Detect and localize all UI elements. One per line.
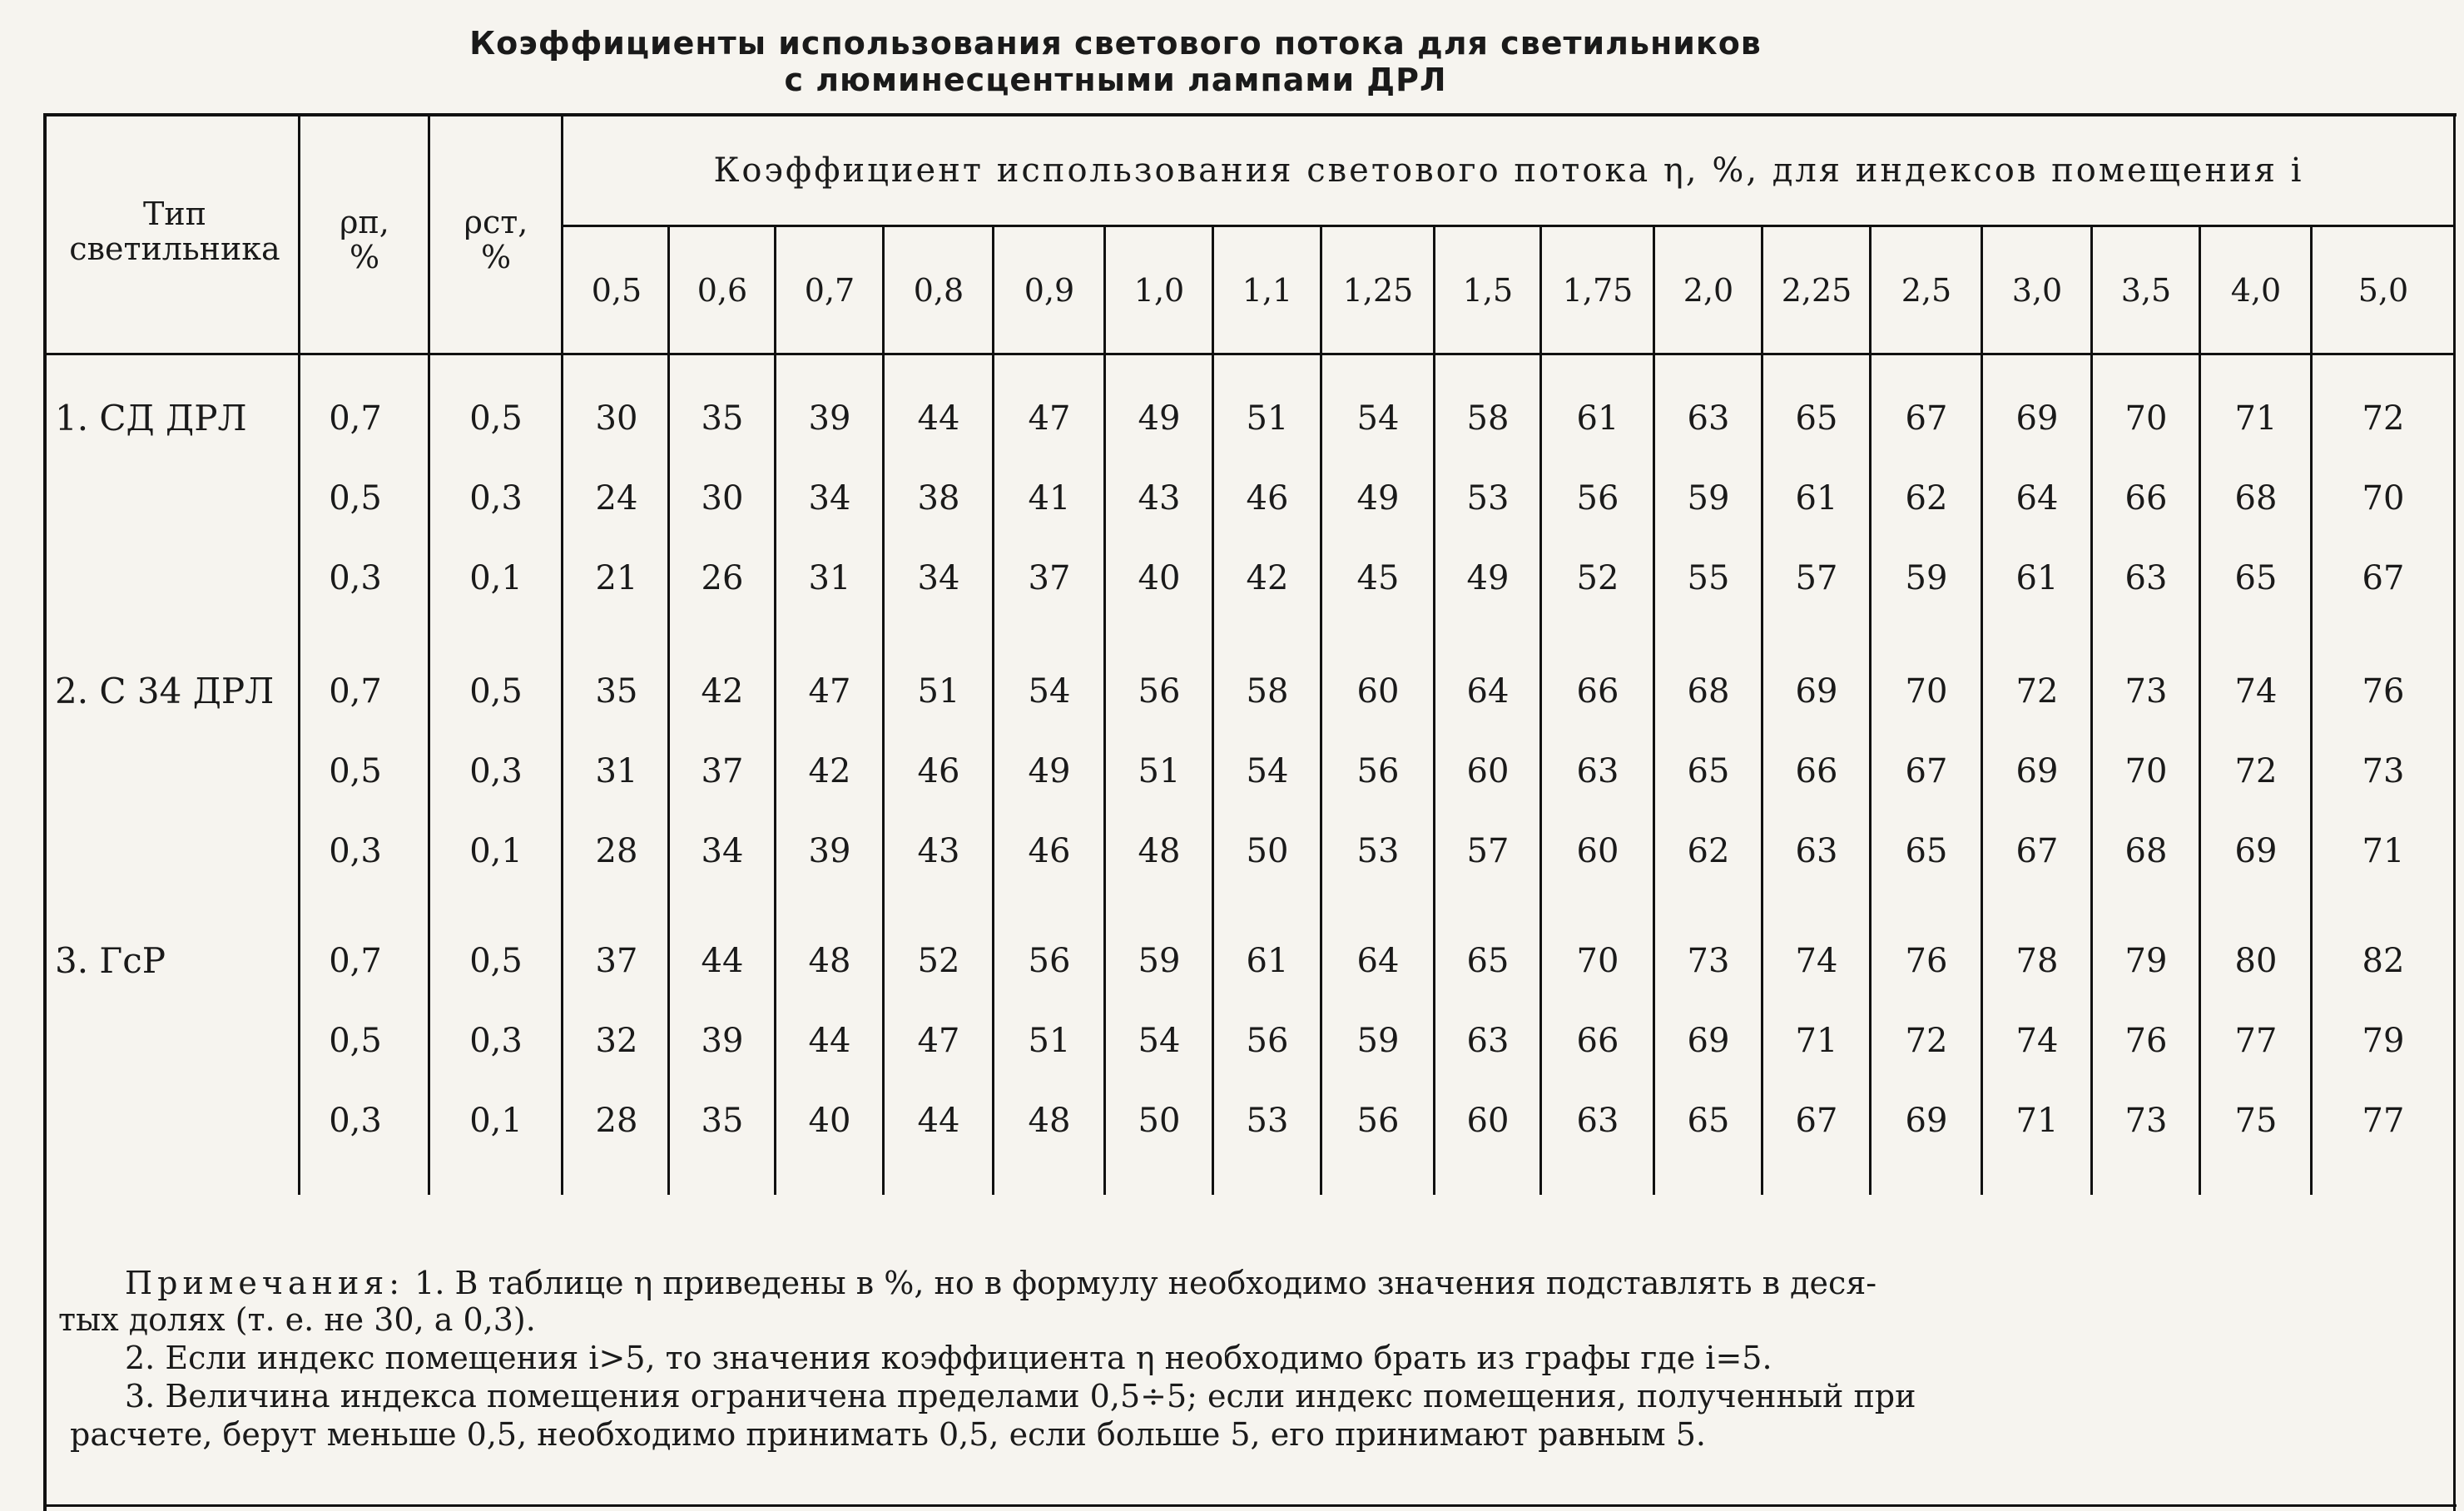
coefficient-cell: 41 bbox=[1028, 479, 1071, 518]
coefficient-cell: 70 bbox=[1905, 672, 1948, 711]
coefficient-cell: 44 bbox=[808, 1022, 851, 1060]
coefficient-cell: 73 bbox=[1687, 942, 1730, 980]
coefficient-cell: 30 bbox=[701, 479, 744, 518]
index-header-cell: 2,25 bbox=[1781, 272, 1852, 309]
coefficient-cell: 39 bbox=[701, 1022, 744, 1060]
index-header-cell: 0,5 bbox=[591, 272, 642, 309]
coefficient-cell: 82 bbox=[2362, 942, 2405, 980]
note-1-line-2: тых долях (т. е. не 30, а 0,3). bbox=[58, 1301, 536, 1338]
coefficient-cell: 35 bbox=[595, 672, 638, 711]
header-lamp-type-line-2: светильника bbox=[69, 230, 280, 267]
column-separator-type bbox=[298, 113, 300, 1195]
coefficient-cell: 71 bbox=[2015, 1102, 2059, 1140]
coefficient-cell: 65 bbox=[2234, 559, 2278, 597]
coefficient-cell: 76 bbox=[1905, 942, 1948, 980]
coefficient-cell: 63 bbox=[1687, 399, 1730, 438]
coefficient-cell: 65 bbox=[1687, 1102, 1730, 1140]
header-divider bbox=[563, 225, 2453, 227]
coefficient-cell: 53 bbox=[1466, 479, 1510, 518]
coefficient-cell: 54 bbox=[1356, 399, 1400, 438]
coefficient-cell: 26 bbox=[701, 559, 744, 597]
column-separator-rho-st bbox=[561, 113, 563, 1195]
table-bottom-border bbox=[43, 1504, 2457, 1507]
coefficient-cell: 69 bbox=[2234, 832, 2278, 870]
rho-p-cell: 0,5 bbox=[329, 1022, 382, 1060]
coefficient-cell: 60 bbox=[1466, 1102, 1510, 1140]
coefficient-cell: 21 bbox=[595, 559, 638, 597]
table-title-line-1: Коэффициенты использования светового потока для светильников bbox=[469, 25, 1762, 62]
coefficient-cell: 60 bbox=[1466, 752, 1510, 790]
coefficient-cell: 54 bbox=[1246, 752, 1289, 790]
header-lamp-type-line-1: Тип bbox=[143, 196, 206, 232]
rho-p-cell: 0,3 bbox=[329, 559, 382, 597]
rho-st-cell: 0,3 bbox=[469, 752, 523, 790]
coefficient-cell: 68 bbox=[2234, 479, 2278, 518]
coefficient-cell: 74 bbox=[2015, 1022, 2059, 1060]
coefficient-cell: 37 bbox=[701, 752, 744, 790]
note-3-line-2: расчете, берут меньше 0,5, необходимо принимать 0,5, если больше 5, его принимают равным 5. bbox=[70, 1416, 1706, 1453]
coefficient-cell: 47 bbox=[808, 672, 851, 711]
coefficient-cell: 53 bbox=[1356, 832, 1400, 870]
coefficient-cell: 71 bbox=[1795, 1022, 1838, 1060]
coefficient-cell: 76 bbox=[2362, 672, 2405, 711]
note-1-text: 1. В таблице η приведены в %, но в формулу необходимо значения подставлять в деся- bbox=[414, 1265, 1877, 1301]
coefficient-cell: 35 bbox=[701, 399, 744, 438]
coefficient-cell: 43 bbox=[917, 832, 960, 870]
index-header-cell: 5,0 bbox=[2357, 272, 2409, 309]
rho-p-cell: 0,3 bbox=[329, 832, 382, 870]
column-separator-index bbox=[1869, 226, 1872, 1195]
coefficient-cell: 72 bbox=[2015, 672, 2059, 711]
column-separator-index bbox=[2310, 226, 2313, 1195]
coefficient-cell: 66 bbox=[1576, 672, 1619, 711]
index-header-cell: 0,9 bbox=[1024, 272, 1075, 309]
coefficient-cell: 56 bbox=[1246, 1022, 1289, 1060]
header-lamp-type bbox=[52, 196, 298, 266]
lamp-type-label: 1. СД ДРЛ bbox=[55, 398, 247, 438]
header-rho-st-unit: % bbox=[480, 239, 512, 275]
index-header-cell: 1,75 bbox=[1562, 272, 1634, 309]
coefficient-cell: 71 bbox=[2362, 832, 2405, 870]
coefficient-cell: 74 bbox=[2234, 672, 2278, 711]
coefficient-cell: 49 bbox=[1028, 752, 1071, 790]
coefficient-cell: 71 bbox=[2234, 399, 2278, 438]
coefficient-cell: 70 bbox=[2124, 399, 2168, 438]
coefficient-cell: 45 bbox=[1356, 559, 1400, 597]
coefficient-cell: 69 bbox=[1687, 1022, 1730, 1060]
index-header-cell: 2,0 bbox=[1683, 272, 1734, 309]
coefficient-cell: 59 bbox=[1905, 559, 1948, 597]
column-separator-index bbox=[1103, 226, 1106, 1195]
coefficient-cell: 62 bbox=[1905, 479, 1948, 518]
coefficient-cell: 52 bbox=[917, 942, 960, 980]
coefficient-cell: 69 bbox=[1905, 1102, 1948, 1140]
column-separator-index bbox=[1761, 226, 1763, 1195]
column-separator-index bbox=[882, 226, 885, 1195]
coefficient-cell: 64 bbox=[1356, 942, 1400, 980]
coefficient-cell: 69 bbox=[2015, 752, 2059, 790]
coefficient-cell: 39 bbox=[808, 399, 851, 438]
coefficient-cell: 75 bbox=[2234, 1102, 2278, 1140]
coefficient-cell: 50 bbox=[1246, 832, 1289, 870]
coefficient-cell: 49 bbox=[1466, 559, 1510, 597]
coefficient-cell: 70 bbox=[1576, 942, 1619, 980]
rho-st-cell: 0,5 bbox=[469, 399, 523, 438]
rho-st-cell: 0,1 bbox=[469, 1102, 523, 1140]
notes-label: Примечания: bbox=[125, 1265, 405, 1301]
note-2: 2. Если индекс помещения i>5, то значения коэффициента η необходимо брать из графы где i=5. bbox=[125, 1340, 1772, 1376]
coefficient-cell: 60 bbox=[1356, 672, 1400, 711]
rho-p-cell: 0,7 bbox=[329, 672, 382, 711]
rho-st-cell: 0,1 bbox=[469, 559, 523, 597]
coefficient-cell: 47 bbox=[917, 1022, 960, 1060]
index-header-cell: 3,5 bbox=[2120, 272, 2172, 309]
coefficient-cell: 55 bbox=[1687, 559, 1730, 597]
coefficient-cell: 76 bbox=[2124, 1022, 2168, 1060]
rho-p-cell: 0,5 bbox=[329, 479, 382, 518]
rho-st-cell: 0,3 bbox=[469, 479, 523, 518]
rho-st-cell: 0,3 bbox=[469, 1022, 523, 1060]
coefficient-cell: 46 bbox=[1028, 832, 1071, 870]
coefficient-cell: 67 bbox=[1905, 399, 1948, 438]
coefficient-cell: 67 bbox=[1905, 752, 1948, 790]
table-top-border bbox=[43, 113, 2457, 116]
coefficient-cell: 63 bbox=[1576, 1102, 1619, 1140]
coefficient-cell: 73 bbox=[2124, 1102, 2168, 1140]
coefficient-cell: 73 bbox=[2124, 672, 2168, 711]
coefficient-cell: 63 bbox=[2124, 559, 2168, 597]
coefficient-cell: 24 bbox=[595, 479, 638, 518]
coefficient-cell: 67 bbox=[2015, 832, 2059, 870]
coefficient-cell: 48 bbox=[1138, 832, 1181, 870]
coefficient-cell: 34 bbox=[701, 832, 744, 870]
coefficient-cell: 79 bbox=[2362, 1022, 2405, 1060]
coefficient-cell: 37 bbox=[1028, 559, 1071, 597]
index-header-cell: 0,7 bbox=[804, 272, 855, 309]
coefficient-cell: 58 bbox=[1466, 399, 1510, 438]
coefficient-cell: 77 bbox=[2234, 1022, 2278, 1060]
column-separator-index bbox=[992, 226, 994, 1195]
coefficient-cell: 48 bbox=[808, 942, 851, 980]
coefficient-cell: 68 bbox=[2124, 832, 2168, 870]
coefficient-cell: 31 bbox=[808, 559, 851, 597]
coefficient-cell: 72 bbox=[1905, 1022, 1948, 1060]
index-header-cell: 3,0 bbox=[2011, 272, 2063, 309]
coefficient-cell: 59 bbox=[1687, 479, 1730, 518]
coefficient-cell: 62 bbox=[1687, 832, 1730, 870]
column-separator-index bbox=[1981, 226, 1983, 1195]
coefficient-cell: 56 bbox=[1138, 672, 1181, 711]
header-rho-st-symbol: ρст, bbox=[464, 204, 528, 240]
coefficient-cell: 67 bbox=[2362, 559, 2405, 597]
coefficient-cell: 48 bbox=[1028, 1102, 1071, 1140]
coefficient-cell: 61 bbox=[1246, 942, 1289, 980]
rho-st-cell: 0,1 bbox=[469, 832, 523, 870]
coefficient-cell: 51 bbox=[1246, 399, 1289, 438]
coefficient-cell: 65 bbox=[1795, 399, 1838, 438]
coefficient-cell: 42 bbox=[701, 672, 744, 711]
column-separator-index bbox=[1320, 226, 1322, 1195]
table-right-border bbox=[2453, 113, 2456, 1511]
coefficient-cell: 44 bbox=[917, 1102, 960, 1140]
coefficient-cell: 73 bbox=[2362, 752, 2405, 790]
coefficient-cell: 32 bbox=[595, 1022, 638, 1060]
index-header-cell: 2,5 bbox=[1901, 272, 1952, 309]
column-separator-rho-p bbox=[428, 113, 430, 1195]
coefficient-cell: 61 bbox=[1795, 479, 1838, 518]
coefficient-cell: 57 bbox=[1466, 832, 1510, 870]
coefficient-cell: 66 bbox=[1576, 1022, 1619, 1060]
coefficient-cell: 28 bbox=[595, 1102, 638, 1140]
coefficient-cell: 42 bbox=[808, 752, 851, 790]
rho-p-cell: 0,5 bbox=[329, 752, 382, 790]
coefficient-cell: 69 bbox=[1795, 672, 1838, 711]
column-separator-index bbox=[2199, 226, 2201, 1195]
coefficient-cell: 66 bbox=[1795, 752, 1838, 790]
coefficient-cell: 74 bbox=[1795, 942, 1838, 980]
coefficient-cell: 63 bbox=[1795, 832, 1838, 870]
coefficient-cell: 44 bbox=[917, 399, 960, 438]
column-separator-index bbox=[1653, 226, 1655, 1195]
rho-p-cell: 0,7 bbox=[329, 942, 382, 980]
coefficient-cell: 49 bbox=[1138, 399, 1181, 438]
header-rho-p bbox=[301, 205, 428, 275]
header-rho-st bbox=[431, 205, 561, 275]
coefficient-cell: 68 bbox=[1687, 672, 1730, 711]
coefficient-cell: 46 bbox=[917, 752, 960, 790]
index-header-cell: 1,0 bbox=[1133, 272, 1185, 309]
coefficient-cell: 65 bbox=[1687, 752, 1730, 790]
note-3-line-1: 3. Величина индекса помещения ограничена пределами 0,5÷5; если индекс помещения, полученный при bbox=[125, 1378, 1916, 1414]
coefficient-cell: 31 bbox=[595, 752, 638, 790]
coefficient-cell: 42 bbox=[1246, 559, 1289, 597]
coefficient-cell: 70 bbox=[2124, 752, 2168, 790]
coefficient-cell: 47 bbox=[1028, 399, 1071, 438]
coefficient-cell: 61 bbox=[1576, 399, 1619, 438]
column-separator-index bbox=[1212, 226, 1214, 1195]
coefficient-cell: 44 bbox=[701, 942, 744, 980]
coefficient-cell: 53 bbox=[1246, 1102, 1289, 1140]
coefficient-cell: 70 bbox=[2362, 479, 2405, 518]
rho-p-cell: 0,3 bbox=[329, 1102, 382, 1140]
coefficient-cell: 49 bbox=[1356, 479, 1400, 518]
coefficient-cell: 38 bbox=[917, 479, 960, 518]
coefficient-cell: 51 bbox=[1028, 1022, 1071, 1060]
rho-p-cell: 0,7 bbox=[329, 399, 382, 438]
column-separator-index bbox=[667, 226, 670, 1195]
coefficient-cell: 64 bbox=[2015, 479, 2059, 518]
header-rho-p-symbol: ρп, bbox=[340, 204, 389, 240]
lamp-type-label: 3. ГсР bbox=[55, 940, 166, 981]
coefficient-cell: 50 bbox=[1138, 1102, 1181, 1140]
coefficient-cell: 34 bbox=[917, 559, 960, 597]
coefficient-cell: 78 bbox=[2015, 942, 2059, 980]
coefficient-cell: 43 bbox=[1138, 479, 1181, 518]
lamp-type-label: 2. С 34 ДРЛ bbox=[55, 671, 275, 711]
coefficient-cell: 35 bbox=[701, 1102, 744, 1140]
coefficient-cell: 52 bbox=[1576, 559, 1619, 597]
index-header-cell: 1,5 bbox=[1462, 272, 1514, 309]
header-rho-p-unit: % bbox=[349, 239, 380, 275]
index-header-cell: 0,8 bbox=[913, 272, 964, 309]
column-separator-index bbox=[1539, 226, 1542, 1195]
index-header-cell: 4,0 bbox=[2230, 272, 2282, 309]
coefficient-cell: 72 bbox=[2234, 752, 2278, 790]
header-utilization-coefficient: Коэффициент использования светового потока η, %, для индексов помещения i bbox=[713, 151, 2304, 190]
coefficient-cell: 79 bbox=[2124, 942, 2168, 980]
coefficient-cell: 60 bbox=[1576, 832, 1619, 870]
coefficient-cell: 63 bbox=[1576, 752, 1619, 790]
index-header-cell: 1,25 bbox=[1342, 272, 1414, 309]
coefficient-cell: 56 bbox=[1356, 1102, 1400, 1140]
coefficient-cell: 64 bbox=[1466, 672, 1510, 711]
coefficient-cell: 77 bbox=[2362, 1102, 2405, 1140]
column-separator-index bbox=[774, 226, 776, 1195]
coefficient-cell: 59 bbox=[1138, 942, 1181, 980]
coefficient-cell: 57 bbox=[1795, 559, 1838, 597]
coefficient-cell: 51 bbox=[1138, 752, 1181, 790]
coefficient-cell: 51 bbox=[917, 672, 960, 711]
table-title-line-2: с люминесцентными лампами ДРЛ bbox=[784, 62, 1447, 98]
coefficient-cell: 61 bbox=[2015, 559, 2059, 597]
coefficient-cell: 72 bbox=[2362, 399, 2405, 438]
coefficient-cell: 37 bbox=[595, 942, 638, 980]
coefficient-cell: 54 bbox=[1028, 672, 1071, 711]
coefficient-cell: 65 bbox=[1905, 832, 1948, 870]
index-header-cell: 1,1 bbox=[1242, 272, 1293, 309]
coefficient-cell: 59 bbox=[1356, 1022, 1400, 1060]
coefficient-cell: 46 bbox=[1246, 479, 1289, 518]
coefficient-cell: 30 bbox=[595, 399, 638, 438]
coefficient-cell: 80 bbox=[2234, 942, 2278, 980]
coefficient-cell: 69 bbox=[2015, 399, 2059, 438]
coefficient-cell: 39 bbox=[808, 832, 851, 870]
rho-st-cell: 0,5 bbox=[469, 672, 523, 711]
coefficient-cell: 28 bbox=[595, 832, 638, 870]
coefficient-cell: 66 bbox=[2124, 479, 2168, 518]
coefficient-cell: 63 bbox=[1466, 1022, 1510, 1060]
table-left-border bbox=[43, 113, 47, 1511]
coefficient-cell: 65 bbox=[1466, 942, 1510, 980]
coefficient-cell: 56 bbox=[1028, 942, 1071, 980]
note-1-line-1 bbox=[125, 1265, 1877, 1301]
coefficient-cell: 40 bbox=[1138, 559, 1181, 597]
index-header-cell: 0,6 bbox=[697, 272, 748, 309]
coefficient-cell: 56 bbox=[1356, 752, 1400, 790]
coefficient-cell: 67 bbox=[1795, 1102, 1838, 1140]
column-separator-index bbox=[1433, 226, 1435, 1195]
coefficient-cell: 34 bbox=[808, 479, 851, 518]
coefficient-cell: 40 bbox=[808, 1102, 851, 1140]
coefficient-cell: 56 bbox=[1576, 479, 1619, 518]
coefficient-cell: 58 bbox=[1246, 672, 1289, 711]
rho-st-cell: 0,5 bbox=[469, 942, 523, 980]
column-separator-index bbox=[2090, 226, 2093, 1195]
coefficient-cell: 54 bbox=[1138, 1022, 1181, 1060]
